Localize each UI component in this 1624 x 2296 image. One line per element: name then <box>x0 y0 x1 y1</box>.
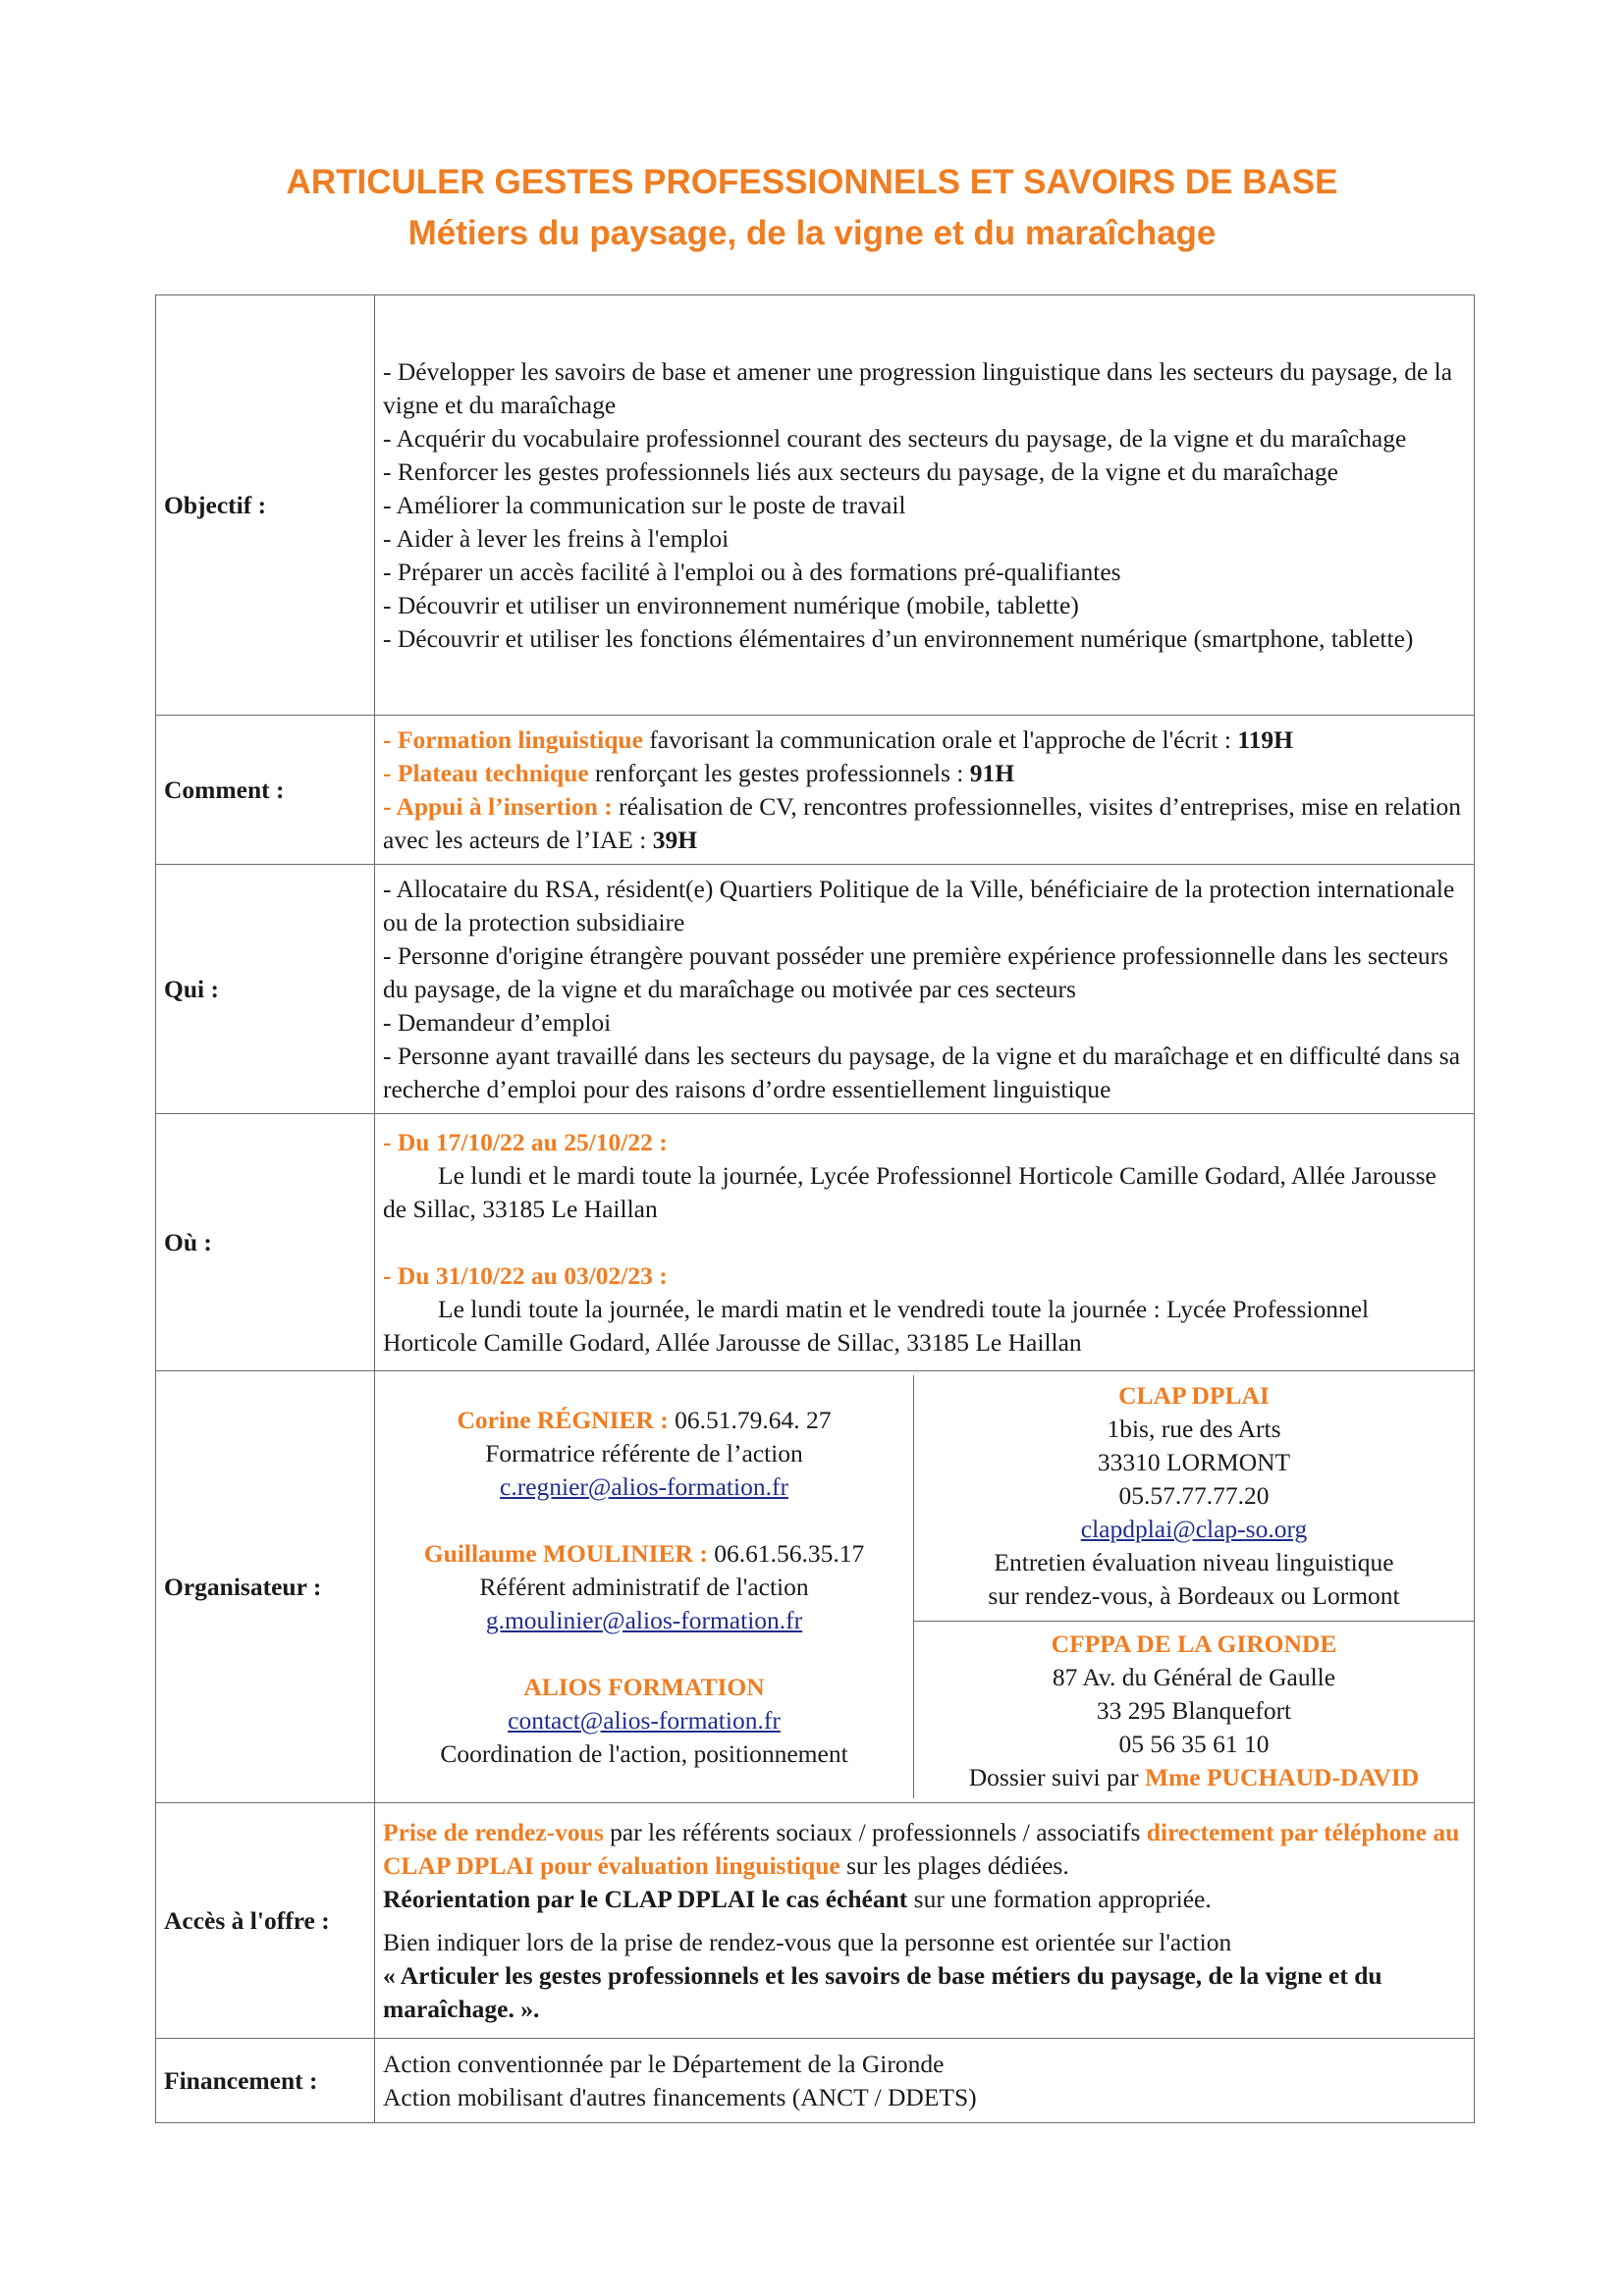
comment-hours: 39H <box>652 825 698 854</box>
contact-1-phone: 06.51.79.64. 27 <box>668 1405 832 1434</box>
acces-paragraph-3: Bien indiquer lors de la prise de rendez-vous que la personne est orientée sur l'action <box>383 1927 1232 1956</box>
acces-label: Accès à l'offre : <box>156 1803 375 2039</box>
contact-1-role: Formatrice référente de l’action <box>485 1438 803 1468</box>
objectif-item: - Préparer un accès facilité à l'emploi ou à des formations pré-qualifiantes <box>383 557 1121 586</box>
ou-label: Où : <box>156 1114 375 1371</box>
qui-content <box>375 865 1475 1114</box>
clap-phone: 05.57.77.77.20 <box>1118 1481 1270 1510</box>
row-ou <box>156 1114 1475 1371</box>
acces-p2-b: sur une formation appropriée. <box>907 1884 1212 1913</box>
clap-address-1: 1bis, rue des Arts <box>1107 1415 1281 1443</box>
comment-line <box>383 757 1466 790</box>
ou-content <box>375 1114 1475 1371</box>
contact-2-role: Référent administratif de l'action <box>479 1572 809 1601</box>
cfppa-address-1: 87 Av. du Général de Gaulle <box>1052 1663 1336 1691</box>
clap-dplai-block <box>914 1375 1475 1622</box>
cfppa-name: CFPPA DE LA GIRONDE <box>1051 1629 1337 1658</box>
objectif-label: Objectif : <box>156 295 375 716</box>
cfppa-follow-text: Dossier suivi par <box>968 1763 1145 1791</box>
comment-line <box>383 723 1466 757</box>
title-line-1: ARTICULER GESTES PROFESSIONNELS ET SAVOIRS DE BASE <box>286 163 1338 201</box>
comment-text: favorisant la communication orale et l'approche de l'écrit : <box>642 724 1238 754</box>
organisateur-grid <box>375 1375 1474 1798</box>
qui-item: - Demandeur d’emploi <box>383 1007 612 1037</box>
org-email-link[interactable]: contact@alios-formation.fr <box>508 1705 781 1735</box>
document-title <box>0 157 1624 259</box>
comment-label: Comment : <box>156 716 375 865</box>
objectif-item: - Acquérir du vocabulaire professionnel courant des secteurs du paysage, de la vigne et du maraîchage <box>383 423 1407 453</box>
row-organisateur <box>156 1371 1475 1803</box>
qui-item: - Personne d'origine étrangère pouvant posséder une première expérience professionnelle dans les secteurs du paysage, de la vigne et du maraîchage ou motivée par ces secteurs <box>383 940 1449 1003</box>
cfppa-address-2: 33 295 Blanquefort <box>1096 1696 1292 1725</box>
org-role: Coordination de l'action, positionnement <box>440 1738 848 1768</box>
row-financement <box>156 2039 1475 2123</box>
objectif-item: - Renforcer les gestes professionnels liés aux secteurs du paysage, de la vigne et du maraîchage <box>383 456 1338 486</box>
contact-1 <box>375 1404 913 1437</box>
cfppa-block <box>914 1622 1475 1799</box>
clap-desc-2: sur rendez-vous, à Bordeaux ou Lormont <box>988 1581 1400 1610</box>
clap-email-link[interactable]: clapdplai@clap-so.org <box>1080 1515 1308 1543</box>
objectif-item: - Améliorer la communication sur le poste de travail <box>383 490 906 519</box>
objectif-item: - Découvrir et utiliser un environnement numérique (mobile, tablette) <box>383 590 1079 619</box>
clap-desc-1: Entretien évaluation niveau linguistique <box>994 1548 1394 1576</box>
financement-label: Financement : <box>156 2039 375 2123</box>
objectif-item: - Aider à lever les freins à l'emploi <box>383 523 730 553</box>
cfppa-phone: 05 56 35 61 10 <box>1118 1730 1270 1758</box>
acces-p1-c: directement par téléphone au CLAP DPLAI pour évaluation linguistique <box>383 1817 1460 1880</box>
contact-2-phone: 06.61.56.35.17 <box>707 1538 865 1568</box>
acces-p1-b: par les référents sociaux / professionnels / associatifs <box>603 1817 1147 1846</box>
row-acces <box>156 1803 1475 2039</box>
financement-line-1: Action conventionnée par le Département de la Gironde <box>383 2049 945 2078</box>
objectif-content <box>375 295 1475 716</box>
org-name: ALIOS FORMATION <box>523 1672 765 1701</box>
acces-p1-d: sur les plages dédiées. <box>839 1850 1069 1880</box>
comment-hours: 119H <box>1237 724 1293 754</box>
acces-p2-a: Réorientation par le CLAP DPLAI le cas échéant <box>383 1884 908 1913</box>
cfppa-follow-name: Mme PUCHAUD-DAVID <box>1144 1763 1420 1791</box>
comment-line <box>383 790 1466 857</box>
comment-key: - Appui à l’insertion : <box>383 791 613 821</box>
period-1-detail <box>383 1159 1466 1226</box>
row-objectif <box>156 295 1475 716</box>
contact-2-name: Guillaume MOULINIER : <box>423 1538 708 1568</box>
comment-text: renforçant les gestes professionnels : <box>588 758 970 787</box>
objectif-item: - Découvrir et utiliser les fonctions élémentaires d’un environnement numérique (smartphone, tablette) <box>383 623 1414 653</box>
clap-address-2: 33310 LORMONT <box>1097 1448 1291 1476</box>
contact-2 <box>375 1537 913 1571</box>
financement-line-2: Action mobilisant d'autres financements (ANCT / DDETS) <box>383 2082 977 2111</box>
title-line-2: Métiers du paysage, de la vigne et du maraîchage <box>407 214 1217 252</box>
period-2-detail <box>383 1293 1466 1360</box>
program-table <box>155 294 1475 2123</box>
period-1-text: Le lundi et le mardi toute la journée, Lycée Professionnel Horticole Camille Godard, Allée Jarousse de Sillac, 33185 Le Haillan <box>383 1160 1436 1223</box>
financement-content <box>375 2039 1475 2123</box>
qui-item: - Allocataire du RSA, résident(e) Quartiers Politique de la Ville, bénéficiaire de la protection internationale ou de la protection subsidiaire <box>383 874 1455 936</box>
qui-item: - Personne ayant travaillé dans les secteurs du paysage, de la vigne et du maraîchage et en difficulté dans sa recherche d’emploi pour des raisons d’ordre essentiellement linguistique <box>383 1041 1461 1103</box>
contact-1-name: Corine RÉGNIER : <box>457 1405 669 1434</box>
organisateur-content <box>375 1371 1475 1803</box>
contact-2-email-link[interactable]: g.moulinier@alios-formation.fr <box>485 1605 803 1634</box>
comment-content <box>375 716 1475 865</box>
comment-key: - Plateau technique <box>383 758 589 787</box>
cfppa-follow <box>920 1761 1468 1794</box>
row-comment <box>156 716 1475 865</box>
acces-paragraph-1 <box>383 1816 1466 1883</box>
qui-label: Qui : <box>156 865 375 1114</box>
comment-key: - Formation linguistique <box>383 724 643 754</box>
objectif-item: - Développer les savoirs de base et amener une progression linguistique dans les secteurs du paysage, de la vigne et du maraîchage <box>383 356 1453 419</box>
alios-contacts <box>375 1375 914 1798</box>
contact-1-email-link[interactable]: c.regnier@alios-formation.fr <box>500 1471 788 1501</box>
acces-paragraph-4: « Articuler les gestes professionnels et les savoirs de base métiers du paysage, de la vigne et du maraîchage. ». <box>383 1960 1382 2023</box>
period-2-heading: - Du 31/10/22 au 03/02/23 : <box>383 1260 668 1290</box>
row-qui <box>156 865 1475 1114</box>
comment-text: réalisation de CV, rencontres professionnelles, visites d’entreprises, mise en relation avec les acteurs de l’IAE : <box>383 791 1461 854</box>
acces-p1-a: Prise de rendez-vous <box>383 1817 604 1846</box>
acces-content <box>375 1803 1475 2039</box>
period-1-heading: - Du 17/10/22 au 25/10/22 : <box>383 1127 668 1156</box>
acces-paragraph-2 <box>383 1883 1466 1916</box>
organisateur-label: Organisateur : <box>156 1371 375 1803</box>
period-2-text: Le lundi toute la journée, le mardi matin et le vendredi toute la journée : Lycée Professionnel Horticole Camille Godard, Allée Jarousse de Sillac, 33185 Le Haillan <box>383 1294 1370 1357</box>
clap-name: CLAP DPLAI <box>1118 1381 1270 1410</box>
comment-hours: 91H <box>969 758 1015 787</box>
